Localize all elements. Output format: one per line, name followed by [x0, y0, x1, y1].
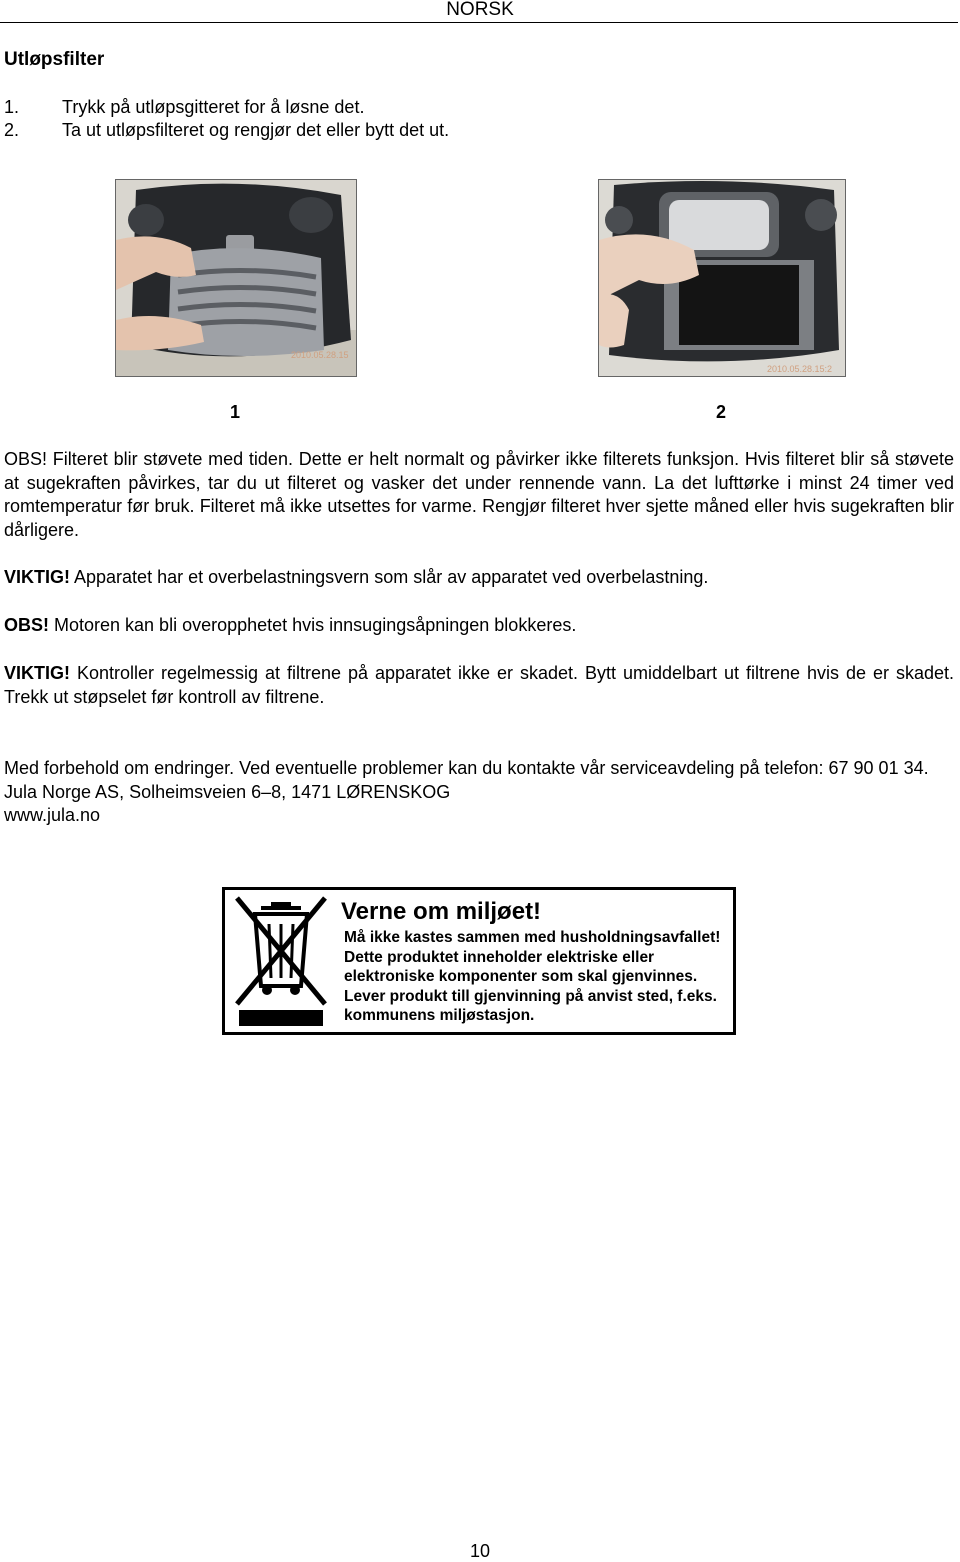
note-prefix: VIKTIG! — [4, 663, 70, 683]
crossed-bin-icon — [231, 894, 331, 1028]
step-text: Ta ut utløpsfilteret og rengjør det eller bytt det ut. — [62, 120, 450, 140]
note-text: Apparatet har et overbelastningsvern som slår av apparatet ved overbelastning. — [70, 567, 709, 587]
contact-line: Med forbehold om endringer. Ved eventuelle problemer kan du kontakte vår serviceavdeling på telefon: 67 90 01 34. — [4, 758, 929, 778]
environment-line: kommunens miljøstasjon. — [344, 1007, 535, 1025]
note-prefix: OBS! — [4, 449, 48, 469]
environment-notice — [222, 887, 736, 1035]
page-header-title: NORSK — [446, 0, 514, 20]
environment-title: Verne om miljøet! — [341, 898, 542, 925]
contact-block — [4, 757, 954, 828]
note-prefix: OBS! — [4, 615, 49, 635]
list-item — [4, 96, 944, 119]
list-item — [4, 119, 944, 142]
note-viktig-overload — [4, 566, 954, 590]
photo-timestamp: 2010.05.28.15:2 — [767, 364, 833, 374]
environment-line: Lever produkt till gjenvinning på anvist sted, f.eks. — [344, 987, 717, 1005]
photo-outlet-filter — [598, 179, 846, 377]
note-text: Motoren kan bli overopphetet hvis innsugingsåpningen blokkeres. — [49, 615, 577, 635]
contact-address: Jula Norge AS, Solheimsveien 6–8, 1471 LØRENSKOG — [4, 781, 451, 802]
section-title: Utløpsfilter — [4, 49, 105, 70]
note-text: Kontroller regelmessig at filtrene på apparatet ikke er skadet. Bytt umiddelbart ut filtrene hvis de er skadet. Trekk ut støpselet før kontroll av filtrene. — [4, 663, 954, 707]
environment-line: elektroniske komponenter som skal gjenvinnes. — [344, 968, 698, 986]
step-number: 1. — [4, 97, 20, 117]
photo-timestamp: 2010.05.28.15 — [291, 350, 349, 360]
note-obs-filter — [4, 448, 954, 542]
note-viktig-filters — [4, 662, 954, 709]
step-text: Trykk på utløpsgitteret for å løsne det. — [62, 97, 365, 117]
contact-website: www.jula.no — [4, 805, 101, 825]
page-number: 10 — [469, 1541, 491, 1561]
figure-label-1: 1 — [230, 402, 241, 422]
note-obs-motor — [4, 614, 954, 638]
header-rule — [0, 22, 958, 23]
step-number: 2. — [4, 120, 20, 140]
environment-text — [344, 928, 720, 1026]
environment-line: Må ikke kastes sammen med husholdningsavfallet! — [344, 929, 721, 946]
figure-label-2: 2 — [716, 402, 727, 422]
steps-list — [4, 96, 944, 142]
note-prefix: VIKTIG! — [4, 567, 70, 587]
environment-line: Dette produktet inneholder elektriske eller — [344, 948, 655, 966]
note-text: Filteret blir støvete med tiden. Dette er helt normalt og påvirker ikke filterets funksjon. Hvis filteret blir så støvete at sugekraften påvirkes, tar du ut filteret og vasker det under rennende vann. La det lufttørke i minst 24 timer ved romtemperatur før bruk. Filteret må ikke utsettes for varme. Rengjør filteret hver sjette måned eller hvis sugekraften blir dårligere. — [4, 449, 954, 540]
photo-outlet-grille — [115, 179, 357, 377]
